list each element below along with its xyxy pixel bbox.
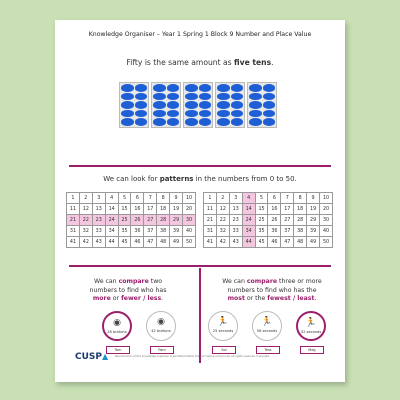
grid-row	[204, 193, 333, 204]
grid-cell: 22	[216, 215, 229, 226]
grid-cell: 2	[216, 193, 229, 204]
grid-cell: 34	[105, 226, 118, 237]
cr-b2: most	[227, 295, 245, 302]
grid-row	[67, 193, 196, 204]
grid-cell: 19	[170, 204, 183, 215]
counter-dot	[167, 110, 180, 118]
grid-cell: 34	[242, 226, 255, 237]
counter-dot	[135, 110, 148, 118]
cl-b2: more	[92, 295, 111, 302]
grid-cell: 12	[216, 204, 229, 215]
grid-cell: 49	[170, 237, 183, 248]
counter-dot	[231, 101, 244, 109]
counter-dot	[185, 84, 198, 92]
grid-cell: 14	[242, 204, 255, 215]
grid-cell: 29	[170, 215, 183, 226]
grid-cell: 2	[79, 193, 92, 204]
grid-cell: 33	[92, 226, 105, 237]
logo-text: CUSP	[75, 352, 102, 362]
grid-cell: 15	[118, 204, 131, 215]
cl-4: .	[161, 295, 164, 302]
counter-dot	[217, 93, 230, 101]
grid-cell: 3	[229, 193, 242, 204]
grid-cell: 13	[92, 204, 105, 215]
patterns-pre: We can look for	[103, 175, 160, 183]
grid-cell: 25	[255, 215, 268, 226]
logo-triangle-icon: ▲	[102, 352, 109, 361]
grid-cell: 6	[131, 193, 144, 204]
counter-dot	[263, 118, 276, 126]
counter-dot	[185, 110, 198, 118]
cl-b1: compare	[118, 278, 149, 285]
grid-cell: 43	[92, 237, 105, 248]
compare-circle	[252, 311, 282, 341]
counter-dot	[199, 110, 212, 118]
compare-value: 28 buttons	[107, 330, 127, 334]
cl-1: We can	[93, 278, 119, 285]
patterns-post: in the numbers from 0 to 50.	[193, 175, 297, 183]
cr-b1: compare	[246, 278, 278, 285]
grid-cell: 24	[105, 215, 118, 226]
counter-dot	[199, 118, 212, 126]
grid-cell: 50	[183, 237, 196, 248]
grid-cell: 27	[281, 215, 294, 226]
grid-cell: 36	[268, 226, 281, 237]
grid-cell: 50	[320, 237, 333, 248]
grid-cell: 18	[157, 204, 170, 215]
cl-1b: two	[148, 278, 163, 285]
grid-cell: 26	[268, 215, 281, 226]
cr-1: We can	[222, 278, 247, 285]
counter-dot	[185, 118, 198, 126]
grid-row	[67, 204, 196, 215]
button-icon: ◉	[157, 317, 165, 327]
cr-2: numbers to find who has the	[227, 286, 317, 294]
grid-cell: 23	[229, 215, 242, 226]
counter-dot	[263, 84, 276, 92]
counter-dot	[199, 93, 212, 101]
grid-cell: 36	[131, 226, 144, 237]
knowledge-organiser-sheet	[55, 20, 345, 382]
compare-value: 32 seconds	[300, 330, 322, 334]
grid-cell: 6	[268, 193, 281, 204]
counter-dot	[185, 101, 198, 109]
grid-cell: 32	[216, 226, 229, 237]
counter-dot	[249, 84, 262, 92]
ten-frame	[247, 82, 277, 128]
compare-circle	[208, 311, 238, 341]
counter-dot	[153, 118, 166, 126]
grid-cell: 47	[144, 237, 157, 248]
grid-cell: 1	[204, 193, 217, 204]
compare-name-tag: Tess	[256, 346, 280, 354]
grid-cell: 29	[307, 215, 320, 226]
grid-cell: 30	[320, 215, 333, 226]
grid-cell: 45	[118, 237, 131, 248]
counter-dot	[153, 101, 166, 109]
grid-cell: 35	[118, 226, 131, 237]
grid-cell: 44	[242, 237, 255, 248]
hundred-square-left	[66, 192, 196, 248]
headline	[55, 58, 345, 67]
grid-cell: 28	[157, 215, 170, 226]
grid-cell: 10	[183, 193, 196, 204]
grid-row	[67, 237, 196, 248]
counter-dot	[263, 110, 276, 118]
grid-cell: 4	[242, 193, 255, 204]
grid-cell: 40	[320, 226, 333, 237]
cusp-logo	[75, 352, 108, 362]
grid-cell: 38	[157, 226, 170, 237]
cr-4: .	[314, 295, 317, 302]
grid-row	[204, 204, 333, 215]
button-icon: ◉	[113, 318, 121, 328]
grid-cell: 39	[307, 226, 320, 237]
grid-cell: 24	[242, 215, 255, 226]
grid-cell: 32	[79, 226, 92, 237]
grid-cell: 38	[294, 226, 307, 237]
cl-3: or	[110, 295, 122, 302]
page-title: Knowledge Organiser – Year 1 Spring 1 Block 9 Number and Place Value	[88, 31, 312, 38]
grid-cell: 12	[79, 204, 92, 215]
counter-dot	[249, 101, 262, 109]
compare-circle	[296, 311, 326, 341]
headline-post: .	[271, 58, 274, 67]
cl-b3: fewer / less	[121, 295, 162, 302]
grid-cell: 46	[268, 237, 281, 248]
ten-frame	[151, 82, 181, 128]
counter-dot	[167, 118, 180, 126]
grid-cell: 31	[204, 226, 217, 237]
grid-cell: 19	[307, 204, 320, 215]
grid-cell: 43	[229, 237, 242, 248]
counter-dot	[249, 118, 262, 126]
counter-dot	[217, 110, 230, 118]
counter-dot	[263, 93, 276, 101]
divider-vertical	[199, 268, 201, 363]
grid-cell: 16	[268, 204, 281, 215]
counter-dot	[217, 118, 230, 126]
grid-cell: 17	[281, 204, 294, 215]
compare-name-tag: Pam	[150, 346, 174, 354]
counter-dot	[121, 93, 134, 101]
counter-dot	[135, 84, 148, 92]
counter-dot	[121, 110, 134, 118]
grid-cell: 16	[131, 204, 144, 215]
counter-dot	[167, 84, 180, 92]
compare-value: 25 seconds	[212, 329, 234, 333]
counter-dot	[199, 84, 212, 92]
grid-cell: 10	[320, 193, 333, 204]
grid-cell: 9	[307, 193, 320, 204]
grid-cell: 18	[294, 204, 307, 215]
grid-row	[67, 226, 196, 237]
counter-dot	[121, 118, 134, 126]
grid-cell: 23	[92, 215, 105, 226]
grid-cell: 15	[255, 204, 268, 215]
runner-icon: 🏃	[261, 317, 273, 327]
compare-name-tag: Sol	[212, 346, 236, 354]
runner-icon: 🏃	[305, 318, 317, 328]
grid-cell: 9	[170, 193, 183, 204]
grid-cell: 26	[131, 215, 144, 226]
counter-dot	[153, 110, 166, 118]
ten-frame	[215, 82, 245, 128]
grid-cell: 27	[144, 215, 157, 226]
compare-name-tag: Tom	[106, 346, 130, 354]
cr-3: or the	[244, 295, 268, 302]
compare-left-text	[63, 278, 193, 304]
grid-cell: 40	[183, 226, 196, 237]
grid-cell: 1	[67, 193, 80, 204]
counter-dot	[167, 101, 180, 109]
grid-cell: 3	[92, 193, 105, 204]
grid-cell: 41	[204, 237, 217, 248]
footer-text: Reproduction of this knowledge organiser is permitted within the purchasing school only. All rights reserved. Copyright.	[115, 355, 271, 358]
grid-cell: 5	[118, 193, 131, 204]
counter-dot	[249, 110, 262, 118]
grid-cell: 41	[67, 237, 80, 248]
grid-cell: 49	[307, 237, 320, 248]
grid-cell: 7	[144, 193, 157, 204]
grid-cell: 25	[118, 215, 131, 226]
grid-row	[204, 237, 333, 248]
grid-cell: 7	[281, 193, 294, 204]
compare-circle	[146, 311, 176, 341]
ten-frame	[119, 82, 149, 128]
counter-dot	[263, 101, 276, 109]
grid-cell: 45	[255, 237, 268, 248]
grid-row	[204, 215, 333, 226]
counter-dot	[231, 84, 244, 92]
compare-right-text	[207, 278, 337, 304]
grid-cell: 21	[67, 215, 80, 226]
counter-dot	[167, 93, 180, 101]
grid-cell: 44	[105, 237, 118, 248]
divider-middle	[69, 265, 331, 267]
headline-pre: Fifty	[126, 58, 143, 67]
grid-cell: 8	[157, 193, 170, 204]
grid-cell: 48	[294, 237, 307, 248]
grid-cell: 17	[144, 204, 157, 215]
counter-dot	[185, 93, 198, 101]
cr-1b: three or more	[277, 278, 322, 285]
grid-cell: 47	[281, 237, 294, 248]
grid-row	[204, 226, 333, 237]
grid-row	[67, 215, 196, 226]
counter-dot	[199, 101, 212, 109]
cr-b3: fewest / least	[267, 295, 315, 302]
compare-circle	[102, 311, 132, 341]
grid-cell: 48	[157, 237, 170, 248]
counter-dot	[231, 110, 244, 118]
grid-cell: 14	[105, 204, 118, 215]
counter-dot	[135, 101, 148, 109]
grid-cell: 35	[255, 226, 268, 237]
counter-dot	[217, 101, 230, 109]
counter-dot	[153, 93, 166, 101]
counter-dot	[153, 84, 166, 92]
counter-dot	[231, 118, 244, 126]
compare-name-tag: Meg	[300, 346, 324, 354]
patterns-text	[55, 175, 345, 183]
counter-dot	[135, 93, 148, 101]
grid-cell: 28	[294, 215, 307, 226]
grid-cell: 31	[67, 226, 80, 237]
grid-cell: 42	[216, 237, 229, 248]
grid-cell: 42	[79, 237, 92, 248]
grid-cell: 37	[281, 226, 294, 237]
grid-cell: 20	[320, 204, 333, 215]
grid-cell: 11	[204, 204, 217, 215]
grid-cell: 11	[67, 204, 80, 215]
grid-cell: 37	[144, 226, 157, 237]
grid-cell: 46	[131, 237, 144, 248]
grid-cell: 30	[183, 215, 196, 226]
ten-frame	[183, 82, 213, 128]
grid-cell: 20	[183, 204, 196, 215]
headline-bold: five tens	[234, 58, 272, 67]
grid-cell: 13	[229, 204, 242, 215]
compare-value: 58 seconds	[256, 329, 278, 333]
counter-dot	[135, 118, 148, 126]
counter-dot	[121, 84, 134, 92]
compare-value: 42 buttons	[151, 329, 171, 333]
divider-top	[69, 165, 331, 167]
cl-2: numbers to find who has	[89, 286, 167, 294]
counter-dot	[249, 93, 262, 101]
counter-dot	[121, 101, 134, 109]
runner-icon: 🏃	[217, 317, 229, 327]
tens-frames	[119, 82, 279, 128]
grid-cell: 5	[255, 193, 268, 204]
counter-dot	[217, 84, 230, 92]
headline-mid: is the same amount as	[142, 58, 235, 67]
grid-cell: 39	[170, 226, 183, 237]
patterns-bold: patterns	[159, 175, 194, 183]
grid-cell: 4	[105, 193, 118, 204]
hundred-square-right	[203, 192, 333, 248]
grid-cell: 33	[229, 226, 242, 237]
grid-cell: 22	[79, 215, 92, 226]
grid-cell: 8	[294, 193, 307, 204]
counter-dot	[231, 93, 244, 101]
grid-cell: 21	[204, 215, 217, 226]
